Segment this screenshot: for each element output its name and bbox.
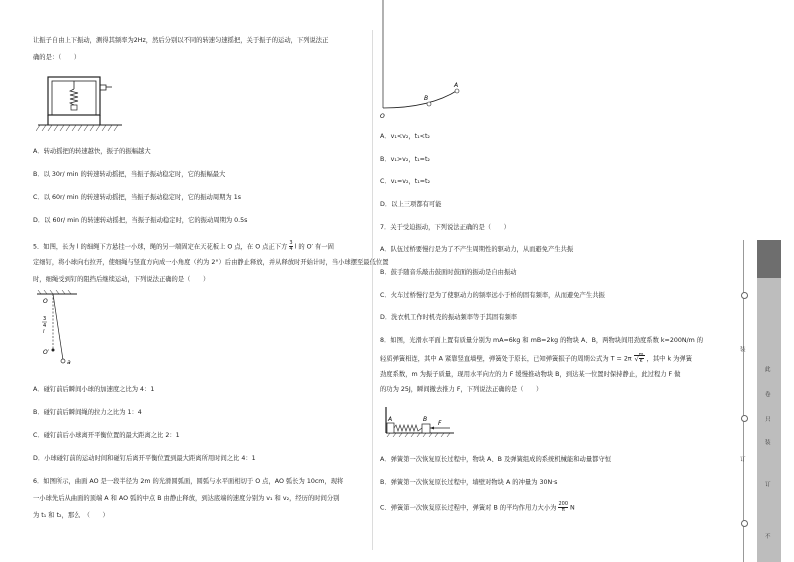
q5-option-a: A．碰钉前后瞬间小球的加速度之比为 4：1: [33, 386, 155, 393]
q6-fig-label-b: B: [424, 95, 429, 102]
q5-fig-label-a: a: [67, 359, 71, 366]
q8-stem-line1: 8．如图，光滑水平面上置有质量分别为 mA=6kg 和 mB=2kg 的物块 A、B，两物块间用劲度系数 k=200N/m 的: [380, 337, 704, 344]
q4-option-d: D．以 60r/ min 的转速转动摇把，当振子振动稳定时，它的振动周期为 0.5s: [33, 217, 248, 224]
q5-frac-num: 3: [289, 240, 293, 246]
binding-line: [743, 240, 744, 562]
q8-option-c: [380, 502, 575, 513]
q8-option-c-fraction: [558, 502, 568, 513]
binding-hole-1: [741, 292, 748, 299]
q4-intro-line2: 确的是：（ ）: [33, 54, 81, 61]
q5-fig-frac-den: 4: [43, 323, 47, 329]
q6-option-c: C．v₁=v₂，t₁=t₂: [380, 178, 431, 185]
q6-option-d: D．以上三项都有可能: [380, 201, 442, 208]
q5-stem-part2: l 的 O′ 有一固: [294, 243, 334, 251]
q8-sqrt-den: k: [639, 358, 643, 364]
q6-option-b: B．v₁>v₂，t₁=t₂: [380, 156, 430, 163]
q8-figure-spring-blocks: [380, 405, 460, 439]
binding-inner-char-4: 装: [765, 440, 771, 446]
q7-stem: 7．关于受迫振动，下列说法正确的是（ ）: [380, 224, 510, 231]
binding-dark-block: [757, 240, 781, 278]
q8-stem-part1: 轻质弹簧相连，其中 A 紧靠竖直墙壁，弹簧处于原长，已知弹簧振子的周期公式为 T = 2π: [380, 355, 632, 363]
q5-stem-line2: 定细钉，将小球向右拉开，使细绳与竖直方向成一小角度（约为 2°）后由静止释放，并从释放时开始计时，当小球摆至最低位置: [33, 259, 389, 266]
q5-figure-pendulum: [33, 290, 93, 370]
binding-inner-char-6: 不: [765, 534, 771, 540]
q5-stem-line1: [33, 241, 334, 252]
binding-inner-char-3: 只: [765, 417, 771, 423]
q8-fig-label-b: B: [423, 416, 428, 423]
q6-option-a: A．v₁<v₂，t₁<t₂: [380, 133, 430, 140]
q8-option-b: B．弹簧第一次恢复原长过程中，墙壁对物块 A 的冲量为 30N·s: [380, 479, 558, 486]
q8-c-frac-den: π: [558, 507, 568, 513]
q5-stem-part1: 5．如图，长为 l 的细绳下方悬挂一小球，绳的另一端固定在天花板上 O 点，在 O 点正下方: [33, 243, 288, 251]
q8-stem-part2: ，其中 k 为弹簧: [646, 355, 692, 363]
column-divider: [372, 30, 373, 550]
q5-stem-line3: 时，细绳受到钉的阻挡后继续运动，下列说法正确的是（ ）: [33, 276, 210, 283]
q6-figure-arc: [380, 0, 470, 120]
q8-fig-label-f: F: [438, 420, 442, 427]
q8-stem-line3: 劲度系数，m 为振子质量，现用水平向左的力 F 缓慢推动物块 B，到达某一位置时保持静止，此过程力 F 做: [380, 371, 681, 378]
binding-inner-char-2: 卷: [765, 392, 771, 398]
q8-c-frac-num: 200: [558, 501, 569, 507]
q7-option-b: B．鼓手随音乐敲击鼓面时鼓面的振动是自由振动: [380, 269, 517, 276]
q7-option-d: D．洗衣机工作时机壳的振动频率等于其固有频率: [380, 314, 518, 321]
binding-sidebar: [737, 240, 794, 562]
q8-fig-label-a: A: [388, 416, 393, 423]
q5-stem-fraction: [289, 241, 292, 252]
binding-label-bottom: 订: [740, 457, 746, 463]
q5-option-c: C．碰钉前后小球离开平衡位置的最大距离之比 2：1: [33, 432, 180, 439]
q6-stem-line2: 一小球先后从曲面的顶端 A 和 AO 弧的中点 B 由静止释放，到达底端的速度分别为 v₁ 和 v₂，经历的时间分别: [33, 495, 340, 502]
q6-stem-line1: 6．如图所示，曲面 AO 是一段半径为 2m 的光滑圆弧面，圆弧与水平面相切于 O 点，AO 弧长为 10cm，现将: [33, 478, 344, 485]
q5-fig-label-l: l: [43, 329, 45, 335]
q8-sqrt: √ $\frac{m}{k}$: [634, 352, 644, 364]
q6-fig-label-a: A: [454, 82, 459, 89]
binding-hole-2: [741, 415, 748, 422]
q8-option-c-text: C．弹簧第一次恢复原长过程中，弹簧对 B 的平均作用力大小为: [380, 504, 557, 512]
binding-inner-char-5: 订: [765, 482, 771, 488]
q4-option-a: A．转动摇把的转速越快，振子的振幅越大: [33, 148, 151, 155]
q5-option-d: D．小球碰钉前的运动时间和碰钉后离开平衡位置到最大距离所用时间之比 4：1: [33, 455, 256, 462]
binding-inner-char-1: 此: [765, 367, 771, 373]
q4-option-b: B．以 30r/ min 的转速转动摇把，当振子振动稳定时，它的振幅最大: [33, 171, 226, 178]
q5-fig-label-o: O: [43, 298, 48, 305]
q7-option-a: A．队伍过桥要慢行是为了不产生周期性的驱动力，从而避免产生共振: [380, 246, 574, 253]
q6-fig-label-o: O: [380, 113, 385, 120]
q5-fig-frac-num: 3: [43, 316, 47, 322]
q8-stem-line2: [380, 353, 692, 364]
q4-figure-spring-frame: [36, 73, 124, 137]
q8-option-c-unit: N: [570, 504, 575, 512]
q8-sqrt-num: m: [638, 352, 644, 358]
binding-label-top: 装: [740, 347, 746, 353]
q5-frac-den: 4: [289, 246, 293, 252]
q8-option-a: A．弹簧第一次恢复原长过程中，物块 A、B 及弹簧组成的系统机械能和动量都守恒: [380, 456, 612, 463]
q8-stem-line4: 的功为 25J，瞬间撤去推力 F，下列说法正确的是（ ）: [380, 386, 543, 393]
q4-intro-line1: 让振子自由上下振动，测得其频率为2Hz，然后分别以不同的转速匀速摇把，关于振子的运动，下列说法正: [33, 37, 329, 44]
binding-hole-3: [741, 520, 748, 527]
q5-option-b: B．碰钉前后瞬间绳的拉力之比为 1：4: [33, 409, 142, 416]
q5-fig-label-o-prime: O′: [43, 349, 50, 356]
q6-stem-line3: 为 t₁ 和 t₂，那么 （ ）: [33, 512, 109, 519]
q7-option-c: C．火车过桥慢行是为了使驱动力的频率远小于桥的固有频率，从而避免产生共振: [380, 292, 605, 299]
q4-option-c: C．以 60r/ min 的转速转动摇把，当振子振动稳定时，它的振动周期为 1s: [33, 194, 242, 201]
